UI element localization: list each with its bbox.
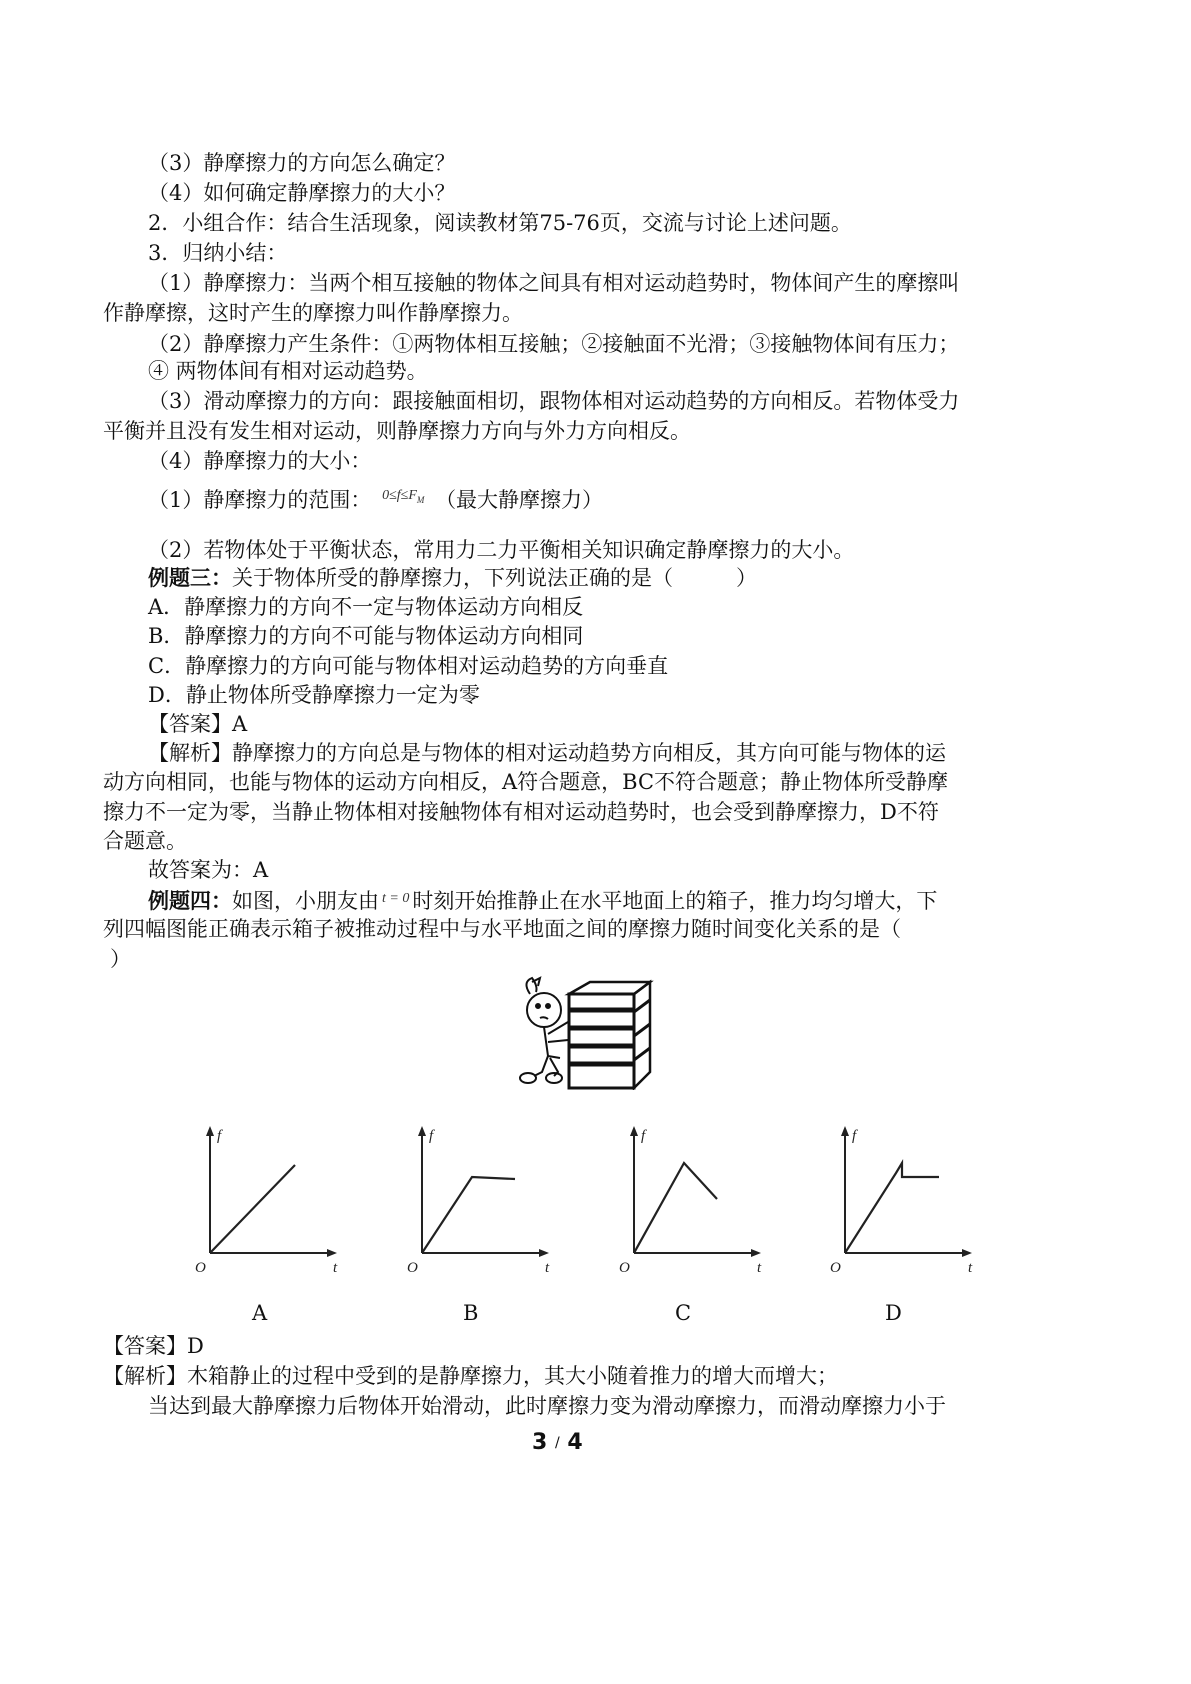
- y-axis-arrow: [630, 1126, 638, 1136]
- x-axis-label: t: [757, 1260, 762, 1276]
- option-b: B．静摩擦力的方向不可能与物体运动方向相同: [148, 624, 584, 648]
- example4-text-b: 时刻开始推静止在水平地面上的箱子，推力均匀增大，下: [412, 889, 938, 913]
- text-line: （3）滑动摩擦力的方向：跟接触面相切，跟物体相对运动趋势的方向相反。若物体受力: [148, 389, 960, 413]
- text-line: 3．归纳小结：: [148, 241, 288, 265]
- graph-b: [405, 1120, 560, 1284]
- origin-label: O: [407, 1260, 418, 1276]
- y-axis-label: f: [641, 1128, 646, 1144]
- text-line: ）: [110, 947, 131, 971]
- example4-heading: [148, 884, 937, 916]
- example3-text: 关于物体所受的静摩擦力，下列说法正确的是（ ）: [232, 566, 757, 590]
- answer-line: 【答案】A: [148, 712, 248, 736]
- graph-label-c: C: [675, 1301, 692, 1325]
- text-line: 平衡并且没有发生相对运动，则静摩擦力方向与外力方向相反。: [103, 419, 691, 443]
- analysis-line: 合题意。: [103, 829, 187, 853]
- text-line: ④ 两物体间有相对运动趋势。: [148, 359, 428, 383]
- friction-curve: [634, 1163, 717, 1253]
- option-d: D．静止物体所受静摩擦力一定为零: [148, 683, 480, 707]
- origin-label: O: [195, 1260, 206, 1276]
- y-axis-label: f: [429, 1128, 434, 1144]
- friction-curve: [210, 1165, 295, 1253]
- option-a: A．静摩擦力的方向不一定与物体运动方向相反: [148, 595, 584, 619]
- graph-a: [193, 1120, 348, 1284]
- text-line: （2）若物体处于平衡状态，常用力二力平衡相关知识确定静摩擦力的大小。: [148, 538, 855, 562]
- analysis-line: 【解析】静摩擦力的方向总是与物体的相对运动趋势方向相反，其方向可能与物体的运: [148, 741, 946, 765]
- range-formula: 0≤f≤FM: [382, 488, 425, 505]
- analysis-line: 当达到最大静摩擦力后物体开始滑动，此时摩擦力变为滑动摩擦力，而滑动摩擦力小于: [148, 1394, 946, 1418]
- graph-label-b: B: [463, 1301, 479, 1325]
- answer-line: 【答案】D: [103, 1334, 204, 1358]
- y-axis-arrow: [418, 1126, 426, 1136]
- example3-heading: [148, 563, 757, 593]
- text-line: （4）静摩擦力的大小：: [148, 449, 372, 473]
- text-line: （4）如何确定静摩擦力的大小？: [148, 181, 456, 205]
- option-c: C．静摩擦力的方向可能与物体相对运动趋势的方向垂直: [148, 654, 669, 678]
- graph-d: [828, 1120, 983, 1284]
- analysis-line: 【解析】木箱静止的过程中受到的是静摩擦力，其大小随着推力的增大而增大；: [103, 1364, 838, 1388]
- example4-label: 例题四：: [148, 888, 232, 913]
- y-axis-label: f: [852, 1128, 857, 1144]
- child-pushing-box-illustration: [514, 976, 676, 1090]
- range-suffix: （最大静摩擦力）: [435, 488, 604, 512]
- range-prefix: （1）静摩擦力的范围：: [148, 488, 372, 512]
- text-line: 作静摩擦，这时产生的摩擦力叫作静摩擦力。: [103, 301, 523, 325]
- x-axis-label: t: [333, 1260, 338, 1276]
- x-axis-arrow: [962, 1249, 972, 1257]
- x-axis-arrow: [751, 1249, 761, 1257]
- x-axis-arrow: [327, 1249, 337, 1257]
- x-axis-arrow: [539, 1249, 549, 1257]
- text-line: 列四幅图能正确表示箱子被推动过程中与水平地面之间的摩擦力随时间变化关系的是（: [103, 917, 901, 941]
- origin-label: O: [619, 1260, 630, 1276]
- analysis-line: 擦力不一定为零，当静止物体相对接触物体有相对运动趋势时，也会受到静摩擦力，D不符: [103, 800, 939, 824]
- final-answer-line: 故答案为：A: [148, 858, 269, 882]
- graph-c: [617, 1120, 772, 1284]
- x-axis-label: t: [545, 1260, 550, 1276]
- example3-label: 例题三：: [148, 565, 232, 590]
- graph-label-a: A: [252, 1301, 268, 1325]
- page-number: 3 / 4: [532, 1430, 583, 1455]
- y-axis-label: f: [217, 1128, 222, 1144]
- example4-text-a: 如图，小朋友由: [232, 889, 379, 913]
- text-line: 2．小组合作：结合生活现象，阅读教材第75-76页，交流与讨论上述问题。: [148, 211, 852, 235]
- example4-formula: t = 0: [382, 891, 410, 906]
- text-line: （1）静摩擦力：当两个相互接触的物体之间具有相对运动趋势时，物体间产生的摩擦叫: [148, 271, 960, 295]
- text-line: （2）静摩擦力产生条件：①两物体相互接触；②接触面不光滑；③接触物体间有压力；: [148, 332, 960, 356]
- x-axis-label: t: [968, 1260, 973, 1276]
- analysis-line: 动方向相同，也能与物体的运动方向相反，A符合题意，BC不符合题意；静止物体所受静摩: [103, 770, 949, 794]
- friction-curve: [422, 1177, 515, 1253]
- y-axis-arrow: [206, 1126, 214, 1136]
- graph-label-d: D: [885, 1301, 902, 1325]
- range-line: [148, 481, 603, 515]
- y-axis-arrow: [841, 1126, 849, 1136]
- friction-curve: [845, 1163, 939, 1253]
- origin-label: O: [830, 1260, 841, 1276]
- text-line: （3）静摩擦力的方向怎么确定？: [148, 151, 456, 175]
